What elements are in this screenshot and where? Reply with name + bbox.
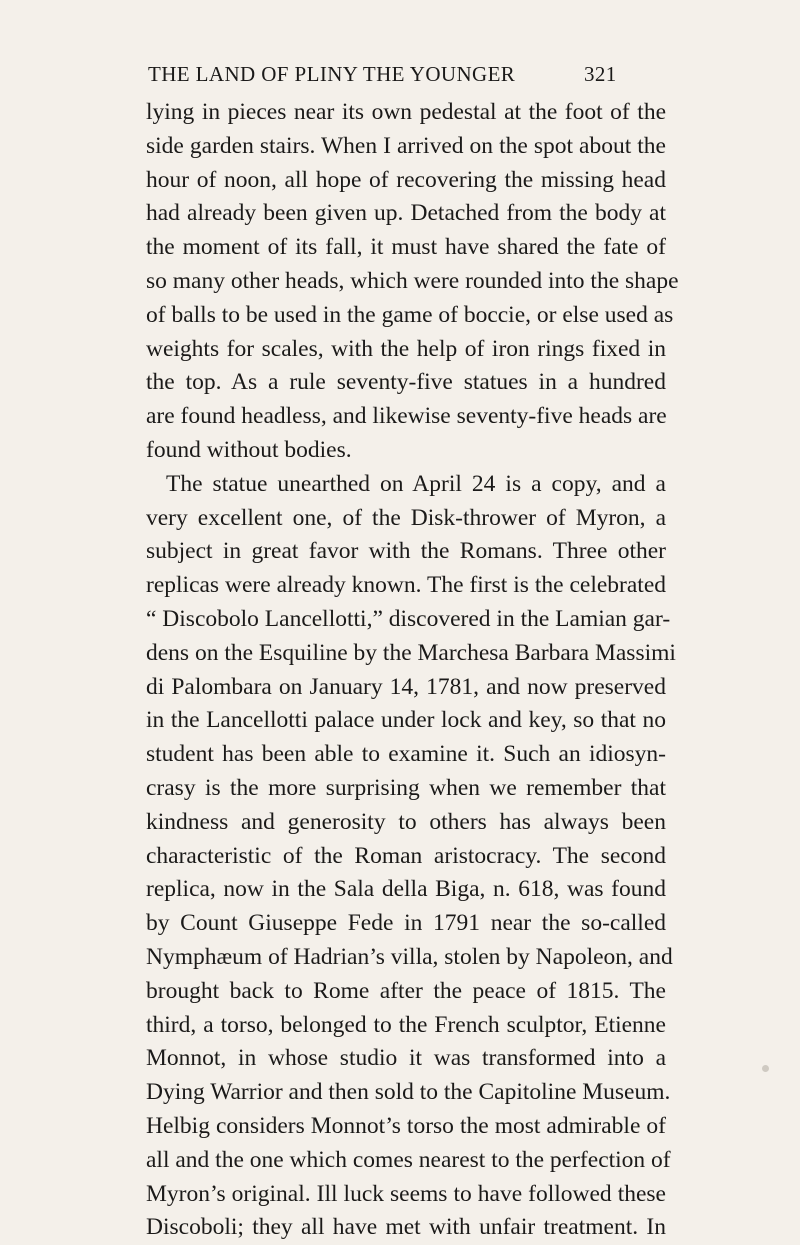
text-line: subject in great favor with the Romans. Three other — [146, 538, 666, 565]
text-line: of balls to be used in the game of boccie, or else used as — [146, 301, 674, 328]
text-line: Monnot, in whose studio it was transformed into a — [146, 1045, 666, 1072]
text-line: di Palombara on January 14, 1781, and now preserved — [146, 673, 666, 700]
paragraph-end-line: found without bodies. — [146, 436, 352, 463]
paragraph-start-line: The statue unearthed on April 24 is a copy, and a — [166, 470, 666, 497]
paper-speck — [762, 1065, 769, 1072]
text-line: the top. As a rule seventy-five statues in a hundred — [146, 369, 666, 396]
text-line: third, a torso, belonged to the French sculptor, Etienne — [146, 1011, 666, 1038]
text-line: side garden stairs. When I arrived on the spot about the — [146, 132, 666, 159]
text-line: the moment of its fall, it must have shared the fate of — [146, 234, 666, 261]
text-line: are found headless, and likewise seventy-five heads are — [146, 403, 667, 430]
page-number: 321 — [584, 62, 617, 86]
text-line: so many other heads, which were rounded into the shape — [146, 267, 679, 294]
text-line: characteristic of the Roman aristocracy. The second — [146, 842, 666, 869]
text-line: by Count Giuseppe Fede in 1791 near the so-called — [146, 910, 666, 937]
text-line: Helbig considers Monnot’s torso the most admirable of — [146, 1112, 666, 1139]
text-line: crasy is the more surprising when we remember that — [146, 774, 666, 801]
text-line: had already been given up. Detached from the body at — [146, 200, 666, 227]
text-line: lying in pieces near its own pedestal at the foot of the — [146, 99, 666, 125]
text-line: Myron’s original. Ill luck seems to have followed these — [146, 1180, 666, 1207]
body-text — [146, 96, 679, 1245]
text-line: weights for scales, with the help of iron rings fixed in — [146, 335, 666, 362]
text-line: hour of noon, all hope of recovering the missing head — [146, 166, 666, 193]
text-line: kindness and generosity to others has always been — [146, 808, 666, 835]
text-line: brought back to Rome after the peace of 1815. The — [146, 977, 666, 1004]
text-line: replicas were already known. The first is the celebrated — [146, 572, 666, 599]
text-line: Discoboli; they all have met with unfair treatment. In — [146, 1214, 666, 1241]
text-line: in the Lancellotti palace under lock and key, so that no — [146, 707, 666, 734]
text-line: “ Discobolo Lancellotti,” discovered in the Lamian gar- — [146, 605, 671, 632]
running-title: THE LAND OF PLINY THE YOUNGER — [148, 62, 516, 86]
text-line: dens on the Esquiline by the Marchesa Barbara Massimi — [146, 639, 676, 666]
text-line: all and the one which comes nearest to the perfection of — [146, 1146, 671, 1173]
text-line: Nymphæum of Hadrian’s villa, stolen by Napoleon, and — [146, 943, 673, 970]
text-line: Dying Warrior and then sold to the Capitoline Museum. — [146, 1079, 671, 1106]
text-line: very excellent one, of the Disk-thrower of Myron, a — [146, 504, 666, 531]
text-line: student has been able to examine it. Such an idiosyn- — [146, 741, 666, 768]
text-line: replica, now in the Sala della Biga, n. 618, was found — [146, 876, 666, 903]
